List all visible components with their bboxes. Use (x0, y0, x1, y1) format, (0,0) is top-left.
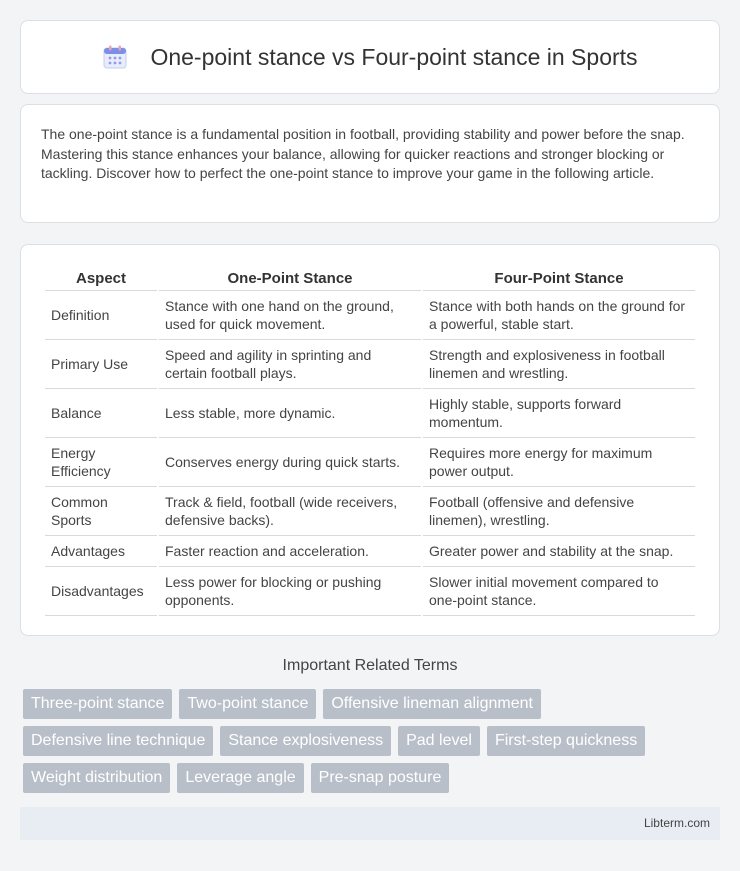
table-row (45, 340, 695, 389)
page-title: One-point stance vs Four-point stance in Sports (150, 43, 638, 70)
table-cell-aspect: Primary Use (45, 340, 157, 389)
intro-text: The one-point stance is a fundamental position in football, providing stability and power before the snap. Mastering this stance enhances your balance, allowing for quicker reactions and stronger blocking or tackling. Discover how to perfect the one-point stance to improve your game in the following article. (41, 126, 685, 181)
title-wrap (102, 44, 637, 71)
tag-weight-distribution[interactable]: Weight distribution (23, 763, 170, 793)
tag-three-point-stance[interactable]: Three-point stance (23, 689, 172, 719)
table-cell-four-point: Slower initial movement compared to one-point stance. (423, 567, 695, 616)
table-cell-one-point: Less power for blocking or pushing opponents. (159, 567, 421, 616)
table-cell-four-point: Highly stable, supports forward momentum. (423, 389, 695, 438)
table-cell-four-point: Stance with both hands on the ground for a powerful, stable start. (423, 291, 695, 340)
column-header-one-point: One-Point Stance (159, 265, 421, 291)
table-row (45, 536, 695, 567)
table-cell-aspect: Disadvantages (45, 567, 157, 616)
table-cell-one-point: Stance with one hand on the ground, used for quick movement. (159, 291, 421, 340)
table-cell-four-point: Strength and explosiveness in football linemen and wrestling. (423, 340, 695, 389)
related-terms-title: Important Related Terms (282, 657, 458, 674)
table-cell-one-point: Track & field, football (wide receivers, defensive backs). (159, 487, 421, 536)
tag-row (23, 763, 723, 793)
table-row (45, 291, 695, 340)
tag-first-step-quickness[interactable]: First-step quickness (487, 726, 645, 756)
tag-pad-level[interactable]: Pad level (398, 726, 480, 756)
table-cell-aspect: Definition (45, 291, 157, 340)
header-card (20, 20, 720, 94)
related-terms-tags (23, 689, 723, 800)
column-header-aspect: Aspect (45, 265, 157, 291)
footer-site-link[interactable]: Libterm.com (643, 816, 710, 830)
tag-offensive-lineman-alignment[interactable]: Offensive lineman alignment (323, 689, 541, 719)
table-cell-four-point: Requires more energy for maximum power output. (423, 438, 695, 487)
table-cell-aspect: Common Sports (45, 487, 157, 536)
table-cell-one-point: Faster reaction and acceleration. (159, 536, 421, 567)
tag-two-point-stance[interactable]: Two-point stance (179, 689, 316, 719)
intro-card (20, 104, 720, 223)
tag-defensive-line-technique[interactable]: Defensive line technique (23, 726, 213, 756)
table-row (45, 438, 695, 487)
table-row (45, 487, 695, 536)
comparison-table-card (20, 244, 720, 636)
calendar-icon (102, 44, 128, 70)
comparison-table (43, 265, 697, 616)
table-cell-four-point: Greater power and stability at the snap. (423, 536, 695, 567)
tag-row (23, 689, 723, 719)
table-header-row (45, 265, 695, 291)
table-cell-one-point: Less stable, more dynamic. (159, 389, 421, 438)
column-header-four-point: Four-Point Stance (423, 265, 695, 291)
tag-pre-snap-posture[interactable]: Pre-snap posture (311, 763, 450, 793)
table-cell-four-point: Football (offensive and defensive linemen), wrestling. (423, 487, 695, 536)
table-cell-aspect: Energy Efficiency (45, 438, 157, 487)
table-cell-one-point: Conserves energy during quick starts. (159, 438, 421, 487)
table-cell-aspect: Advantages (45, 536, 157, 567)
tag-row (23, 726, 723, 756)
tag-stance-explosiveness[interactable]: Stance explosiveness (220, 726, 391, 756)
table-cell-aspect: Balance (45, 389, 157, 438)
tag-leverage-angle[interactable]: Leverage angle (177, 763, 303, 793)
table-cell-one-point: Speed and agility in sprinting and certain football plays. (159, 340, 421, 389)
table-row (45, 567, 695, 616)
table-row (45, 389, 695, 438)
footer (20, 807, 720, 840)
